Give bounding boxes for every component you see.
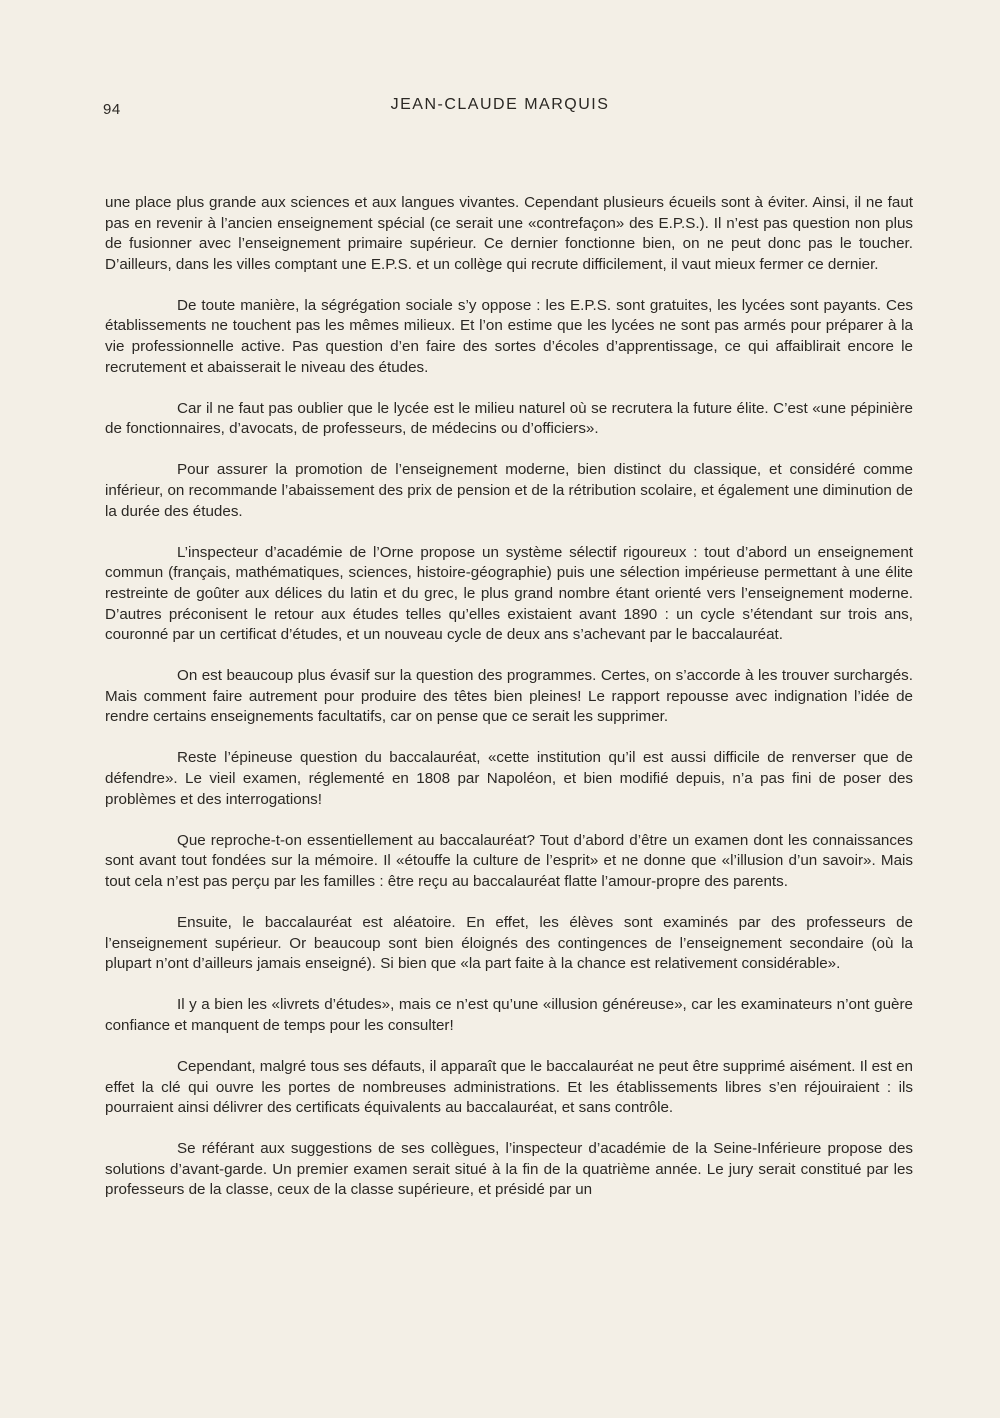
paragraph: Car il ne faut pas oublier que le lycée est le milieu naturel où se recrutera la future élite. C’est «une pépinière de fonctionnaires, d’avocats, de professeurs, de médecins ou d’officiers». (105, 399, 913, 438)
paragraph: Pour assurer la promotion de l’enseignement moderne, bien distinct du classique, et considéré comme inférieur, on recommande l’abaissement des prix de pension et de la rétribution scolaire, et également une diminution de la durée des études. (105, 461, 913, 520)
paragraph: De toute manière, la ségrégation sociale s’y oppose : les E.P.S. sont gratuites, les lycées sont payants. Ces établissements ne touchent pas les mêmes milieux. Et l’on estime que les lycées ne sont pas armés pour préparer à la vie professionnelle active. Pas question d’en faire des sortes d’écoles d’apprentissage, ce qui affaiblirait encore le recrutement et abaisserait le niveau des études. (105, 296, 913, 376)
paragraph: L’inspecteur d’académie de l’Orne propose un système sélectif rigoureux : tout d’abord un enseignement commun (français, mathématiques, sciences, histoire-géographie) puis une sélection impérieuse permettant à une élite restreinte de goûter aux délices du latin et du grec, le plus grand nombre étant orienté vers l’enseignement moderne. D’autres préconisent le retour aux études telles qu’elles existaient avant 1890 : un cycle s’étendant sur trois ans, couronné par un certificat d’études, et un nouveau cycle de deux ans s’achevant par le baccalauréat. (105, 543, 913, 644)
paragraph: Il y a bien les «livrets d’études», mais ce n’est qu’une «illusion généreuse», car les examinateurs n’ont guère confiance et manquent de temps pour les consulter! (105, 996, 913, 1034)
paragraph: On est beaucoup plus évasif sur la question des programmes. Certes, on s’accorde à les trouver surchargés. Mais comment faire autrement pour produire des têtes bien pleines! Le rapport repousse avec indignation l’idée de rendre certains enseignements facultatifs, car on pense que ce serait les supprimer. (105, 667, 913, 726)
running-title: JEAN-CLAUDE MARQUIS (390, 96, 610, 113)
paragraph: Cependant, malgré tous ses défauts, il apparaît que le baccalauréat ne peut être supprimé aisément. Il est en effet la clé qui ouvre les portes de nombreuses administrations. Et les établissements libres s’en réjouiraient : ils pourraient ainsi délivrer des certificats équivalents au baccalauréat, et sans contrôle. (105, 1058, 913, 1117)
page-number: 94 (103, 101, 121, 118)
paragraph: Reste l’épineuse question du baccalauréat, «cette institution qu’il est aussi difficile de renverser que de défendre». Le vieil examen, réglementé en 1808 par Napoléon, et bien modifié depuis, n’a pas fini de poser des problèmes et des interrogations! (105, 749, 913, 808)
paragraph: Se référant aux suggestions de ses collègues, l’inspecteur d’académie de la Seine-Inférieure propose des solutions d’avant-garde. Un premier examen serait situé à la fin de la quatrième année. Le jury serait constitué par les professeurs de la classe, ceux de la classe supérieure, et présidé par un (105, 1140, 913, 1199)
paragraph-continuation: une place plus grande aux sciences et aux langues vivantes. Cependant plusieurs écueils sont à éviter. Ainsi, il ne faut pas en revenir à l’ancien enseignement spécial (ce serait une «contrefaçon» des E.P.S.). Il n’est pas question non plus de fusionner avec l’enseignement primaire supérieur. Ce dernier fonctionne bien, on ne peut donc pas le toucher. D’ailleurs, dans les villes comptant une E.P.S. et un collège qui recrute difficilement, il vaut mieux fermer ce dernier. (105, 194, 913, 273)
paragraph: Ensuite, le baccalauréat est aléatoire. En effet, les élèves sont examinés par des professeurs de l’enseignement supérieur. Or beaucoup sont bien éloignés des contingences de l’enseignement secondaire (où la plupart n’ont d’ailleurs jamais enseigné). Si bien que «la part faite à la chance est relativement considérable». (105, 914, 913, 973)
paragraph: Que reproche-t-on essentiellement au baccalauréat? Tout d’abord d’être un examen dont les connaissances sont avant tout fondées sur la mémoire. Il «étouffe la culture de l’esprit» et ne donne que «l’illusion d’un savoir». Mais tout cela n’est pas perçu par les familles : être reçu au baccalauréat flatte l’amour-propre des parents. (105, 831, 913, 890)
body-text (105, 193, 913, 1222)
